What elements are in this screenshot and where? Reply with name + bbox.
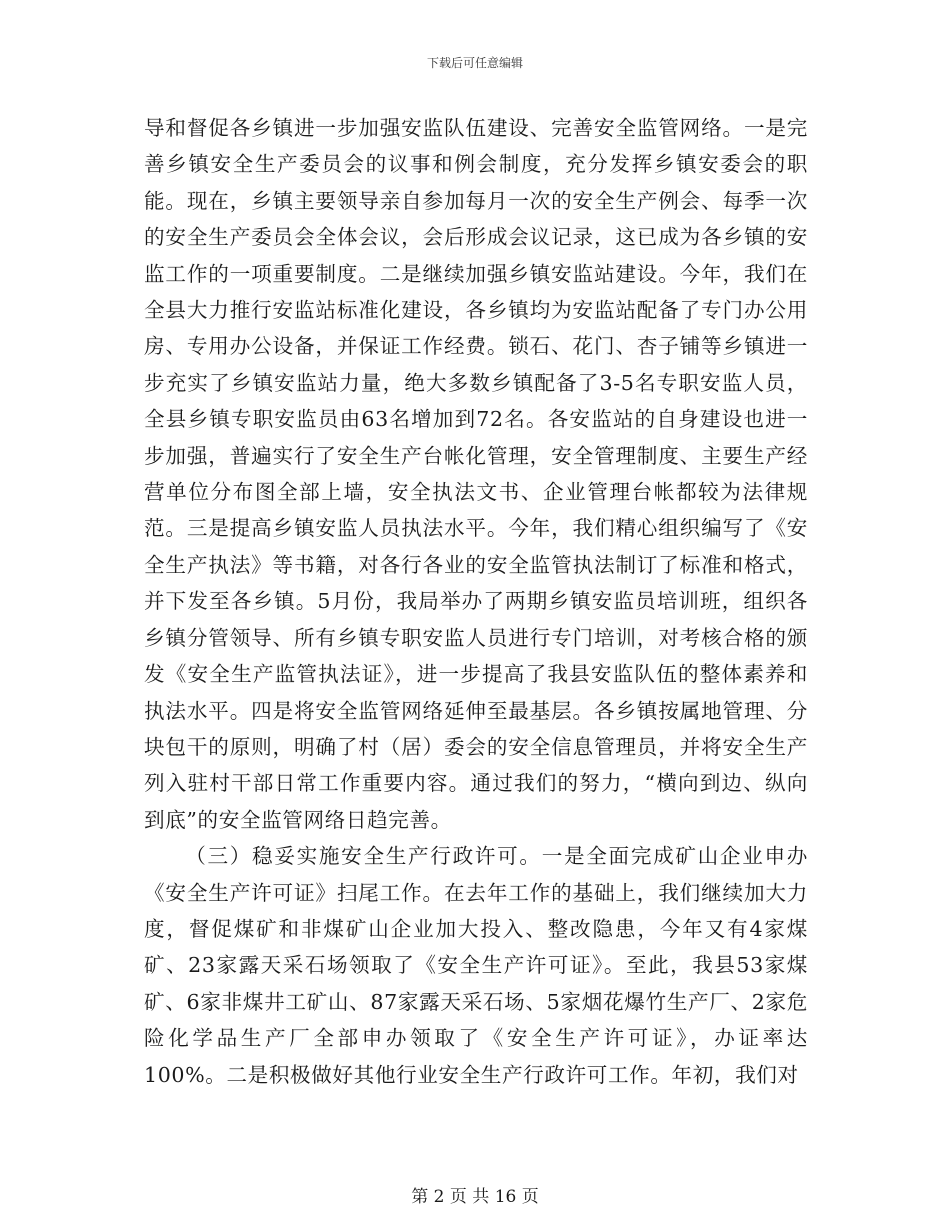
paragraph: 导和督促各乡镇进一步加强安监队伍建设、完善安全监管网络。一是完善乡镇安全生产委员会的议事和例会制度，充分发挥乡镇安委会的职能。现在，乡镇主要领导亲自参加每月一次的安全生产例会、每季一次的安全生产委员会全体会议，会后形成会议记录，这已成为各乡镇的安监工作的一项重要制度。二是继续加强乡镇安监站建设。今年，我们在全县大力推行安监站标准化建设，各乡镇均为安监站配备了专门办公用房、专用办公设备，并保证工作经费。锁石、花门、杏子铺等乡镇进一步充实了乡镇安监站力量，绝大多数乡镇配备了3-5名专职安监人员，全县乡镇专职安监员由63名增加到72名。各安监站的自身建设也进一步加强，普遍实行了安全生产台帐化管理，安全管理制度、主要生产经营单位分布图全部上墙，安全执法文书、企业管理台帐都较为法律规范。三是提高乡镇安监人员执法水平。今年，我们精心组织编写了《安全生产执法》等书籍，对各行各业的安全监管执法制订了标准和格式，并下发至各乡镇。5月份，我局举办了两期乡镇安监员培训班，组织各乡镇分管领导、所有乡镇专职安监人员进行专门培训，对考核合格的颁发《安全生产监管执法证》，进一步提高了我县安监队伍的整体素养和执法水平。四是将安全监管网络延伸至最基层。各乡镇按属地管理、分块包干的原则，明确了村（居）委会的安全信息管理员，并将安全生产列入驻村干部日常工作重要内容。通过我们的努力，“横向到边、纵向到底”的安全监管网络日趋完善。 (144, 116, 808, 832)
header-note: 下载后可任意编辑 (426, 56, 523, 70)
document-body (144, 110, 808, 1093)
paragraph: （三）稳妥实施安全生产行政许可。一是全面完成矿山企业申办《安全生产许可证》扫尾工作。在去年工作的基础上，我们继续加大力度，督促煤矿和非煤矿山企业加大投入、整改隐患，今年又有4家煤矿、23家露天采石场领取了《安全生产许可证》。至此，我县53家煤矿、6家非煤井工矿山、87家露天采石场、5家烟花爆竹生产厂、2家危险化学品生产厂全部申办领取了《安全生产许可证》，办证率达100%。二是积极做好其他行业安全生产行政许可工作。年初，我们对 (144, 844, 808, 1087)
page-number-label: 第 2 页 共 16 页 (411, 1187, 539, 1207)
page-number (0, 1182, 950, 1207)
